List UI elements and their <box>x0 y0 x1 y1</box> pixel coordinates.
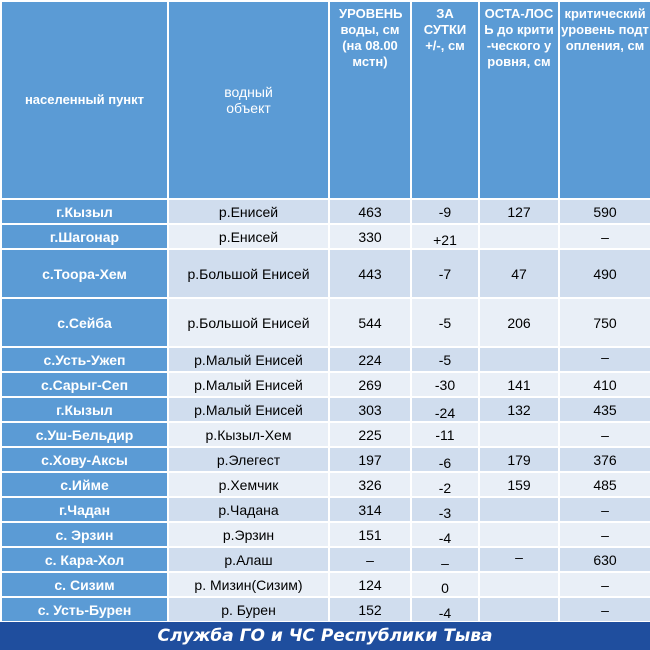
settlement-cell: с. Сизим <box>1 572 168 597</box>
settlement-cell: с. Кара-Хол <box>1 547 168 572</box>
change-cell: -3 <box>411 497 479 522</box>
change-cell: -5 <box>411 347 479 372</box>
water-body-cell: р.Малый Енисей <box>168 372 329 397</box>
table-row <box>1 547 650 572</box>
header-water-body-text: водный объект <box>224 84 273 116</box>
remaining-cell <box>479 597 559 622</box>
header-daily-change <box>411 1 479 199</box>
header-critical-level <box>559 1 650 199</box>
water-body-cell: р.Хемчик <box>168 472 329 497</box>
change-cell: +21 <box>411 224 479 249</box>
change-cell: -5 <box>411 298 479 347</box>
level-cell: 269 <box>329 372 411 397</box>
critical-cell: 590 <box>559 199 650 224</box>
level-cell: – <box>329 547 411 572</box>
remaining-cell: 141 <box>479 372 559 397</box>
table-row <box>1 298 650 347</box>
level-cell: 224 <box>329 347 411 372</box>
settlement-cell: с.Хову-Аксы <box>1 447 168 472</box>
table-row <box>1 224 650 249</box>
header-water-level <box>329 1 411 199</box>
critical-cell: – <box>559 422 650 447</box>
critical-cell: 750 <box>559 298 650 347</box>
table-row <box>1 597 650 622</box>
critical-cell: 630 <box>559 547 650 572</box>
settlement-cell: с.Сейба <box>1 298 168 347</box>
remaining-cell: – <box>479 547 559 572</box>
settlement-cell: с. Усть-Бурен <box>1 597 168 622</box>
remaining-cell <box>479 522 559 547</box>
remaining-cell <box>479 422 559 447</box>
change-cell: -6 <box>411 447 479 472</box>
header-daily-change-text: ЗА СУТКИ +/-, см <box>423 6 467 53</box>
settlement-cell: с.Ийме <box>1 472 168 497</box>
table-row <box>1 199 650 224</box>
change-cell: -30 <box>411 372 479 397</box>
remaining-cell: 159 <box>479 472 559 497</box>
table-row <box>1 422 650 447</box>
level-cell: 330 <box>329 224 411 249</box>
change-cell: -24 <box>411 397 479 422</box>
header-row <box>1 1 650 199</box>
level-cell: 303 <box>329 397 411 422</box>
critical-cell: – <box>559 522 650 547</box>
water-body-cell: р.Большой Енисей <box>168 298 329 347</box>
header-settlement: населенный пункт <box>1 1 168 199</box>
level-cell: 197 <box>329 447 411 472</box>
level-cell: 326 <box>329 472 411 497</box>
critical-cell: 376 <box>559 447 650 472</box>
footer-banner: Служба ГО и ЧС Республики Тыва <box>0 622 650 650</box>
change-cell: -2 <box>411 472 479 497</box>
remaining-cell: 206 <box>479 298 559 347</box>
table-row <box>1 397 650 422</box>
change-cell: -4 <box>411 522 479 547</box>
water-body-cell: р.Элегест <box>168 447 329 472</box>
level-cell: 443 <box>329 249 411 298</box>
table-row <box>1 522 650 547</box>
table-row <box>1 347 650 372</box>
table-row <box>1 572 650 597</box>
water-body-cell: р.Малый Енисей <box>168 397 329 422</box>
water-body-cell: р.Алаш <box>168 547 329 572</box>
water-body-cell: р.Енисей <box>168 199 329 224</box>
critical-cell: – <box>559 597 650 622</box>
water-body-cell: р.Чадана <box>168 497 329 522</box>
critical-cell: – <box>559 572 650 597</box>
table-row <box>1 472 650 497</box>
level-cell: 314 <box>329 497 411 522</box>
settlement-cell: г.Кызыл <box>1 397 168 422</box>
level-cell: 544 <box>329 298 411 347</box>
water-body-cell: р.Малый Енисей <box>168 347 329 372</box>
level-cell: 463 <box>329 199 411 224</box>
table-row <box>1 497 650 522</box>
change-cell: 0 <box>411 572 479 597</box>
settlement-cell: г.Шагонар <box>1 224 168 249</box>
level-cell: 152 <box>329 597 411 622</box>
critical-cell: – <box>559 497 650 522</box>
header-critical-level-text: критический уровень подтопления, см <box>561 6 649 53</box>
change-cell: -7 <box>411 249 479 298</box>
table-row <box>1 447 650 472</box>
remaining-cell <box>479 497 559 522</box>
remaining-cell <box>479 224 559 249</box>
remaining-cell: 132 <box>479 397 559 422</box>
settlement-cell: с.Сарыг-Сеп <box>1 372 168 397</box>
water-body-cell: р.Эрзин <box>168 522 329 547</box>
settlement-cell: с.Усть-Ужеп <box>1 347 168 372</box>
water-body-cell: р.Енисей <box>168 224 329 249</box>
critical-cell: 490 <box>559 249 650 298</box>
change-cell: -4 <box>411 597 479 622</box>
settlement-cell: г.Чадан <box>1 497 168 522</box>
change-cell: – <box>411 547 479 572</box>
remaining-cell: 179 <box>479 447 559 472</box>
table-row <box>1 372 650 397</box>
change-cell: -11 <box>411 422 479 447</box>
water-body-cell: р. Бурен <box>168 597 329 622</box>
critical-cell: – <box>559 224 650 249</box>
settlement-cell: с.Уш-Бельдир <box>1 422 168 447</box>
critical-cell: 410 <box>559 372 650 397</box>
header-remaining <box>479 1 559 199</box>
water-body-cell: р. Мизин(Сизим) <box>168 572 329 597</box>
header-water-body <box>168 1 329 199</box>
level-cell: 225 <box>329 422 411 447</box>
settlement-cell: г.Кызыл <box>1 199 168 224</box>
critical-cell: 435 <box>559 397 650 422</box>
settlement-cell: с. Эрзин <box>1 522 168 547</box>
remaining-cell <box>479 347 559 372</box>
header-water-level-text: УРОВЕНЬ воды, см (на 08.00 мстн) <box>339 6 403 69</box>
water-body-cell: р.Кызыл-Хем <box>168 422 329 447</box>
table-row <box>1 249 650 298</box>
level-cell: 151 <box>329 522 411 547</box>
water-body-cell: р.Большой Енисей <box>168 249 329 298</box>
critical-cell: – <box>559 347 650 372</box>
remaining-cell: 127 <box>479 199 559 224</box>
level-cell: 124 <box>329 572 411 597</box>
settlement-cell: с.Тоора-Хем <box>1 249 168 298</box>
critical-cell: 485 <box>559 472 650 497</box>
remaining-cell <box>479 572 559 597</box>
remaining-cell: 47 <box>479 249 559 298</box>
header-remaining-text: ОСТА-ЛОСЬ до крити-ческого уровня, см <box>484 6 554 69</box>
change-cell: -9 <box>411 199 479 224</box>
